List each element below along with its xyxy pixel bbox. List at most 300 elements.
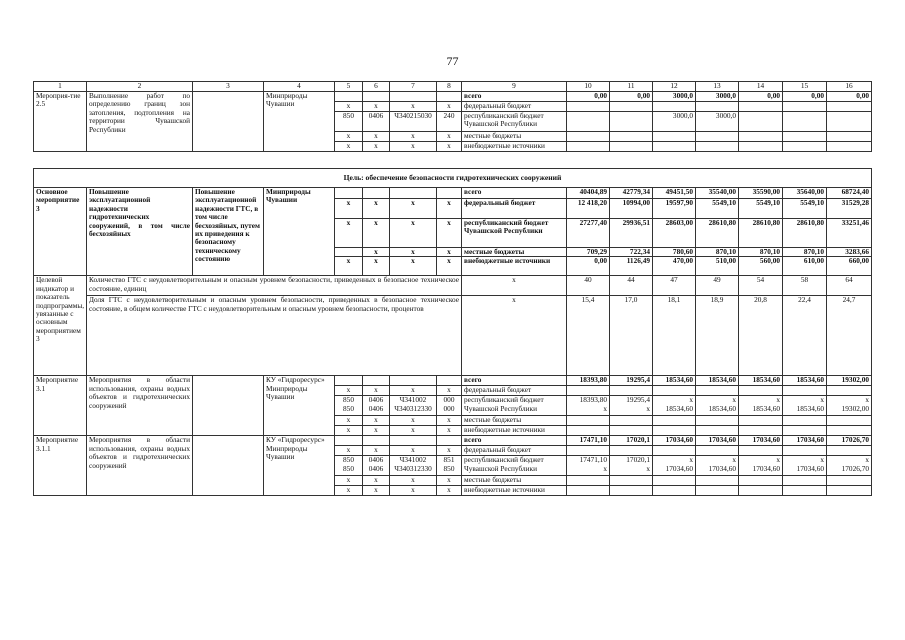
funding-value (739, 486, 783, 496)
code-grbs: х (335, 142, 363, 152)
code-grbs: х (335, 219, 363, 248)
code-section: х (363, 426, 390, 436)
funding-value: 610,00 (783, 257, 827, 276)
funding-value (610, 416, 653, 426)
funding-value (739, 386, 783, 396)
code-grbs: х (335, 257, 363, 276)
code-grbs: 850 850 (335, 456, 363, 476)
code-expense (437, 376, 462, 386)
funding-value: 17020,1 (610, 436, 653, 446)
code-grbs (335, 436, 363, 446)
funding-value (567, 132, 610, 142)
funding-value: 17026,70 (827, 436, 872, 446)
funding-source: местные бюджеты (462, 476, 567, 486)
funding-value (567, 426, 610, 436)
table-row (34, 188, 872, 199)
code-expense: х (437, 142, 462, 152)
funding-source: всего (462, 92, 567, 102)
funding-value: 870,10 (739, 248, 783, 257)
code-target: х (390, 386, 437, 396)
funding-value: 42779,34 (610, 188, 653, 199)
funding-value: 5549,10 (696, 199, 739, 219)
indicator-value: 18,1 (653, 296, 696, 376)
funding-value: х 18534,60 (696, 396, 739, 416)
code-section: х (363, 248, 390, 257)
funding-source: внебюджетные источники (462, 486, 567, 496)
funding-value: 19295,4 (610, 376, 653, 386)
funding-value (653, 416, 696, 426)
funding-value: 17034,60 (783, 436, 827, 446)
responsible-executor: КУ «Гидроресурс» Минприроды Чувашии (264, 436, 335, 496)
column-number: 13 (696, 82, 739, 92)
funding-value (653, 476, 696, 486)
funding-value: х 17034,60 (739, 456, 783, 476)
code-target (390, 188, 437, 199)
indicator-value: 64 (827, 276, 872, 296)
program-table (33, 81, 872, 496)
indicator-label: Целевой индикатор и показатель подпрограммы, увязанные с основным мероприятием 3 (34, 276, 87, 376)
code-section: 0406 (363, 112, 390, 132)
code-grbs: 850 (335, 112, 363, 132)
code-target: х (390, 248, 437, 257)
indicator-value: 17,0 (610, 296, 653, 376)
code-expense: х (437, 219, 462, 248)
code-section: х (363, 416, 390, 426)
indicator-value: 58 (783, 276, 827, 296)
code-section: х (363, 386, 390, 396)
funding-value: 49451,50 (653, 188, 696, 199)
code-section: х (363, 199, 390, 219)
code-expense: 851 850 (437, 456, 462, 476)
funding-source: местные бюджеты (462, 416, 567, 426)
funding-value (739, 132, 783, 142)
code-target: х (390, 486, 437, 496)
funding-value: 510,00 (696, 257, 739, 276)
funding-value (610, 446, 653, 456)
funding-value (610, 426, 653, 436)
funding-value: х 17034,60 (653, 456, 696, 476)
indicator-value: 40 (567, 276, 610, 296)
measure-name: Мероприятия в области использования, охраны водных объектов и гидротехнических сооружений (87, 376, 193, 436)
funding-source: местные бюджеты (462, 132, 567, 142)
funding-value: 28610,80 (696, 219, 739, 248)
funding-value (783, 446, 827, 456)
funding-value (783, 416, 827, 426)
measure-name: Повышение эксплуатационной надежности гидротехнических сооружений, в том числе бесхозяйных (87, 188, 193, 276)
funding-value (610, 132, 653, 142)
column-number: 11 (610, 82, 653, 92)
measure-goal (193, 92, 264, 152)
funding-source: федеральный бюджет (462, 386, 567, 396)
code-section (363, 436, 390, 446)
code-target: х (390, 416, 437, 426)
code-target: х (390, 219, 437, 248)
code-grbs: х (335, 386, 363, 396)
funding-value (827, 112, 872, 132)
funding-value (783, 142, 827, 152)
indicator-value: 18,9 (696, 296, 739, 376)
funding-source: всего (462, 376, 567, 386)
funding-value: 780,60 (653, 248, 696, 257)
code-expense: х (437, 102, 462, 112)
code-section: х (363, 257, 390, 276)
funding-value (696, 446, 739, 456)
code-expense: х (437, 248, 462, 257)
column-number-row (34, 82, 872, 92)
code-section (363, 188, 390, 199)
funding-value (827, 486, 872, 496)
funding-value (739, 476, 783, 486)
code-expense: х (437, 416, 462, 426)
funding-value: 0,00 (610, 92, 653, 102)
funding-value (653, 426, 696, 436)
spacer-row (34, 152, 872, 169)
funding-value: 722,34 (610, 248, 653, 257)
funding-value: 28603,00 (653, 219, 696, 248)
code-expense: 000 000 (437, 396, 462, 416)
funding-value: 29936,51 (610, 219, 653, 248)
funding-value (610, 112, 653, 132)
responsible-executor: КУ «Гидроресурс» Минприроды Чувашии (264, 376, 335, 436)
code-expense: х (437, 446, 462, 456)
goal-heading: Цель: обеспечение безопасности гидротехнических сооружений (34, 169, 872, 188)
funding-source: федеральный бюджет (462, 199, 567, 219)
funding-value (739, 426, 783, 436)
code-expense: х (437, 386, 462, 396)
funding-value (567, 486, 610, 496)
funding-value (783, 102, 827, 112)
funding-value (827, 102, 872, 112)
funding-value (696, 476, 739, 486)
column-number: 8 (437, 82, 462, 92)
funding-value (653, 486, 696, 496)
column-number: 12 (653, 82, 696, 92)
indicator-value: 22,4 (783, 296, 827, 376)
code-grbs: х (335, 446, 363, 456)
funding-value (567, 416, 610, 426)
responsible-executor: Минприроды Чувашии (264, 188, 335, 276)
funding-value: 18393,80 (567, 376, 610, 386)
code-grbs: х (335, 486, 363, 496)
code-grbs (335, 188, 363, 199)
funding-value (696, 486, 739, 496)
table-row (34, 436, 872, 446)
spacer-cell (34, 152, 872, 169)
indicator-value: 15,4 (567, 296, 610, 376)
code-expense: х (437, 199, 462, 219)
funding-value: 18534,60 (653, 376, 696, 386)
table-body (34, 82, 872, 496)
funding-value: 28610,80 (739, 219, 783, 248)
indicator-value: 44 (610, 276, 653, 296)
code-section: х (363, 102, 390, 112)
column-number: 2 (87, 82, 193, 92)
funding-value (653, 386, 696, 396)
funding-value (827, 132, 872, 142)
funding-value: 17020,1 х (610, 456, 653, 476)
funding-value: 5549,10 (783, 199, 827, 219)
code-target: Ч341002 Ч340312330 (390, 396, 437, 416)
funding-value: 870,10 (783, 248, 827, 257)
funding-source: всего (462, 188, 567, 199)
funding-value (696, 132, 739, 142)
column-number: 9 (462, 82, 567, 92)
indicator-row (34, 296, 872, 376)
funding-value (653, 132, 696, 142)
column-number: 3 (193, 82, 264, 92)
funding-value: х 19302,00 (827, 396, 872, 416)
column-number: 6 (363, 82, 390, 92)
funding-value: 68724,40 (827, 188, 872, 199)
code-grbs (335, 248, 363, 257)
funding-value: 10994,00 (610, 199, 653, 219)
funding-value: х 17034,60 (783, 456, 827, 476)
code-section: 0406 0406 (363, 396, 390, 416)
funding-value: 12 418,20 (567, 199, 610, 219)
funding-source: федеральный бюджет (462, 446, 567, 456)
code-section: х (363, 142, 390, 152)
funding-value: х 18534,60 (739, 396, 783, 416)
funding-value (783, 486, 827, 496)
funding-value: х 18534,60 (653, 396, 696, 416)
funding-value: 17034,60 (653, 436, 696, 446)
code-grbs: х (335, 199, 363, 219)
funding-value (827, 142, 872, 152)
funding-value (610, 476, 653, 486)
funding-value: х 17034,60 (696, 456, 739, 476)
measure-number: Мероприятие 3.1.1 (34, 436, 87, 496)
goal-row (34, 169, 872, 188)
code-expense (437, 188, 462, 199)
column-number: 5 (335, 82, 363, 92)
funding-value: 660,00 (827, 257, 872, 276)
code-target: х (390, 476, 437, 486)
funding-value: 19295,4 х (610, 396, 653, 416)
measure-goal (193, 376, 264, 436)
funding-value: 0,00 (567, 92, 610, 102)
measure-goal (193, 436, 264, 496)
funding-value: 560,00 (739, 257, 783, 276)
funding-value (653, 102, 696, 112)
code-target: Ч341002 Ч340312330 (390, 456, 437, 476)
funding-value (827, 446, 872, 456)
funding-value: 17471,10 (567, 436, 610, 446)
funding-value (567, 142, 610, 152)
funding-value: 18534,60 (739, 376, 783, 386)
funding-value: 0,00 (567, 257, 610, 276)
funding-value: 3000,0 (653, 112, 696, 132)
funding-value: 17034,60 (696, 436, 739, 446)
code-target: х (390, 199, 437, 219)
code-expense: х (437, 132, 462, 142)
funding-value: 40404,89 (567, 188, 610, 199)
funding-value (783, 386, 827, 396)
funding-source: внебюджетные источники (462, 426, 567, 436)
code-expense: х (437, 476, 462, 486)
code-target: х (390, 132, 437, 142)
funding-value (567, 446, 610, 456)
code-expense: 240 (437, 112, 462, 132)
measure-number: Основное мероприятие 3 (34, 188, 87, 276)
funding-value (739, 142, 783, 152)
funding-value: х 18534,60 (783, 396, 827, 416)
column-number: 10 (567, 82, 610, 92)
code-section: х (363, 476, 390, 486)
code-target: х (390, 446, 437, 456)
code-grbs: х (335, 416, 363, 426)
funding-value: 31529,28 (827, 199, 872, 219)
funding-value (783, 476, 827, 486)
code-target (390, 436, 437, 446)
code-target: х (390, 426, 437, 436)
funding-source: республиканский бюджет Чувашской Республики (462, 396, 567, 416)
code-section: х (363, 132, 390, 142)
code-grbs (335, 376, 363, 386)
code-expense (437, 92, 462, 102)
responsible-executor: Минприроды Чувашии (264, 92, 335, 152)
funding-source: республиканский бюджет Чувашской Республики (462, 456, 567, 476)
funding-value (827, 386, 872, 396)
column-number: 16 (827, 82, 872, 92)
funding-value: 35590,00 (739, 188, 783, 199)
funding-value (610, 386, 653, 396)
funding-source: федеральный бюджет (462, 102, 567, 112)
funding-value: 3283,66 (827, 248, 872, 257)
funding-value (696, 426, 739, 436)
funding-value: 17034,60 (739, 436, 783, 446)
funding-value (739, 112, 783, 132)
funding-source: местные бюджеты (462, 248, 567, 257)
code-grbs: х (335, 132, 363, 142)
code-section: 0406 0406 (363, 456, 390, 476)
funding-value: 18393,80 х (567, 396, 610, 416)
measure-goal: Повышение эксплуатационной надежности ГТС, в том числе бесхозяйных, путем их приведения к безопасному техническому состоянию (193, 188, 264, 276)
code-section (363, 376, 390, 386)
indicator-text: Количество ГТС с неудовлетворительным и опасным уровнем безопасности, приведенных в безопасное техническое состояние, единиц (87, 276, 462, 296)
funding-value (827, 416, 872, 426)
funding-source: всего (462, 436, 567, 446)
funding-value (827, 476, 872, 486)
funding-source: внебюджетные источники (462, 257, 567, 276)
funding-value: 35640,00 (783, 188, 827, 199)
funding-value: х 17026,70 (827, 456, 872, 476)
funding-value: 18534,60 (696, 376, 739, 386)
funding-value (783, 132, 827, 142)
funding-value: 5549,10 (739, 199, 783, 219)
funding-value (739, 102, 783, 112)
funding-source: внебюджетные источники (462, 142, 567, 152)
indicator-source-cell: х (462, 276, 567, 296)
funding-value: 0,00 (783, 92, 827, 102)
indicator-value: 24,7 (827, 296, 872, 376)
funding-value (653, 142, 696, 152)
indicator-row (34, 276, 872, 296)
indicator-value: 20,8 (739, 296, 783, 376)
code-expense: х (437, 257, 462, 276)
code-grbs: 850 850 (335, 396, 363, 416)
measure-name: Выполнение работ по определению границ зон затопления, подтопления на территории Чувашской Республики (87, 92, 193, 152)
code-target: х (390, 257, 437, 276)
measure-name: Мероприятия в области использования, охраны водных объектов и гидротехнических сооружений (87, 436, 193, 496)
funding-value (610, 142, 653, 152)
indicator-value: 49 (696, 276, 739, 296)
funding-value (567, 476, 610, 486)
code-target: х (390, 102, 437, 112)
funding-value: 19597,90 (653, 199, 696, 219)
funding-value (783, 112, 827, 132)
indicator-value: 54 (739, 276, 783, 296)
code-grbs (335, 92, 363, 102)
funding-value (610, 486, 653, 496)
column-number: 15 (783, 82, 827, 92)
funding-value: 3000,0 (696, 92, 739, 102)
funding-value: 870,10 (696, 248, 739, 257)
code-expense: х (437, 426, 462, 436)
funding-value: 709,29 (567, 248, 610, 257)
funding-source: республиканский бюджет Чувашской Республики (462, 112, 567, 132)
funding-value (739, 416, 783, 426)
funding-value (567, 386, 610, 396)
funding-value: 470,00 (653, 257, 696, 276)
funding-value: 27277,40 (567, 219, 610, 248)
code-target: Ч340215030 (390, 112, 437, 132)
code-grbs: х (335, 102, 363, 112)
indicator-text: Доля ГТС с неудовлетворительным и опасным уровнем безопасности, приведенных в безопасное техническое состояние, в общем количестве ГТС с неудовлетворительным и опасным уровнем безопасности, процентов (87, 296, 462, 376)
funding-value (653, 446, 696, 456)
indicator-value: 47 (653, 276, 696, 296)
code-grbs: х (335, 476, 363, 486)
column-number: 7 (390, 82, 437, 92)
code-grbs: х (335, 426, 363, 436)
funding-value (696, 102, 739, 112)
funding-value: 33251,46 (827, 219, 872, 248)
funding-value: 28610,80 (783, 219, 827, 248)
code-section: х (363, 219, 390, 248)
funding-value: 0,00 (739, 92, 783, 102)
code-section (363, 92, 390, 102)
funding-value (567, 102, 610, 112)
funding-value: 1126,49 (610, 257, 653, 276)
column-number: 14 (739, 82, 783, 92)
funding-value (783, 426, 827, 436)
table-row (34, 92, 872, 102)
code-expense (437, 436, 462, 446)
table-row (34, 376, 872, 386)
funding-value (696, 416, 739, 426)
column-number: 1 (34, 82, 87, 92)
funding-value (696, 142, 739, 152)
funding-value (567, 112, 610, 132)
code-section: х (363, 486, 390, 496)
code-target (390, 376, 437, 386)
funding-value (739, 446, 783, 456)
indicator-source-cell: х (462, 296, 567, 376)
measure-number: Мероприятие 3.1 (34, 376, 87, 436)
code-target: х (390, 142, 437, 152)
page-number: 77 (446, 54, 459, 68)
funding-value (696, 386, 739, 396)
funding-value: 19302,00 (827, 376, 872, 386)
code-target (390, 92, 437, 102)
funding-value: 0,00 (827, 92, 872, 102)
funding-value: 3000,0 (696, 112, 739, 132)
funding-value: 3000,0 (653, 92, 696, 102)
funding-value: 35540,00 (696, 188, 739, 199)
code-expense: х (437, 486, 462, 496)
funding-value: 18534,60 (783, 376, 827, 386)
measure-number: Мероприя-тие 2.5 (34, 92, 87, 152)
funding-value (827, 426, 872, 436)
